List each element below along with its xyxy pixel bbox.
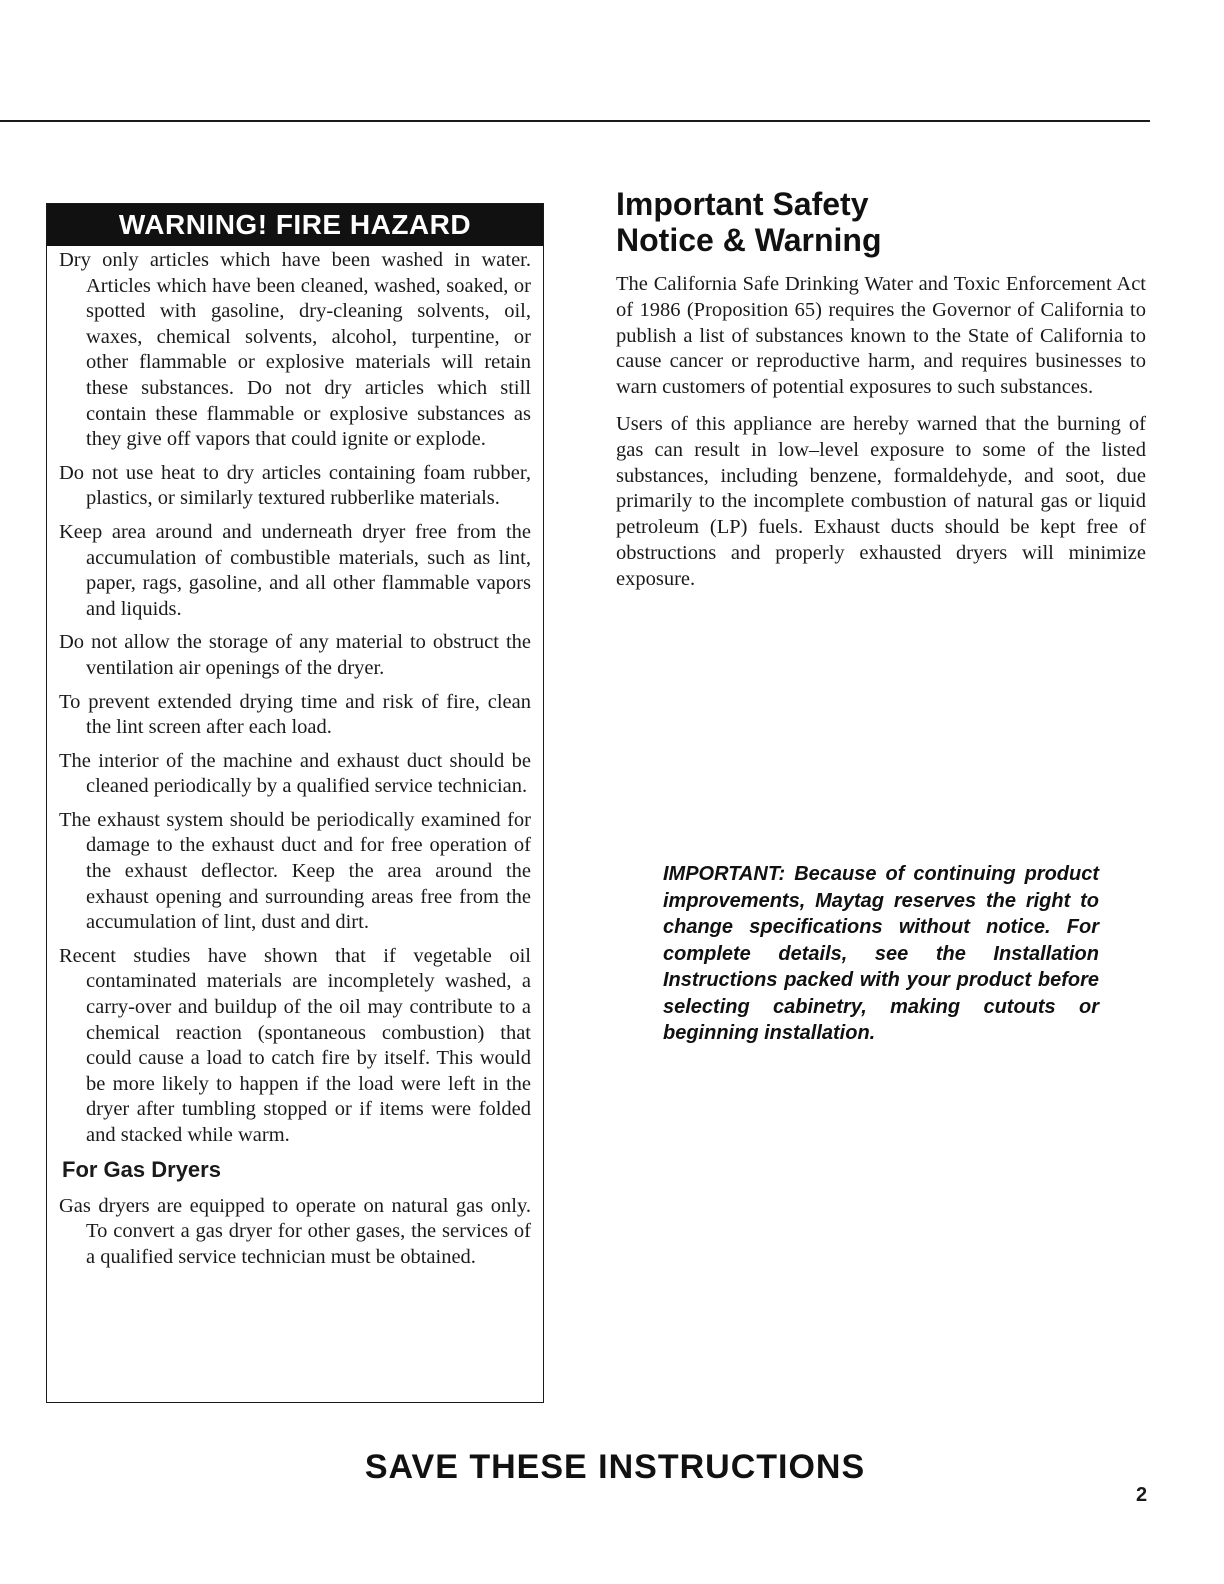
warning-paragraph: Recent studies have shown that if vegetable oil contaminated materials are incompletely washed, a carry-over and buildup of the oil may contribute to a chemical reaction (spontaneous combustion) that could cause a load to catch fire by itself. This would be more likely to happen if the load were left in the dryer after tumbling stopped or if items were folded and stacked while warm.: [59, 944, 531, 1146]
safety-title-line-2: Notice & Warning: [616, 222, 882, 258]
gas-dryers-heading: For Gas Dryers: [62, 1156, 221, 1182]
warning-paragraph: Do not allow the storage of any material to obstruct the ventilation air openings of the dryer.: [59, 631, 531, 679]
warning-title: WARNING! FIRE HAZARD: [47, 204, 543, 246]
warning-paragraph: Do not use heat to dry articles containing foam rubber, plastics, or similarly textured rubberlike materials.: [59, 461, 531, 510]
important-text: Because of continuing product improvements, Maytag reserves the right to change specifications without notice. For complete details, see the Installation Instructions packed with your product before selecting cabinetry, making cutouts or beginning installation.: [663, 863, 1099, 1044]
warning-paragraph: Keep area around and underneath dryer free from the accumulation of combustible materials, such as lint, paper, rags, gasoline, and all other flammable vapors and liquids.: [59, 520, 531, 620]
page-number: 2: [1136, 1484, 1148, 1506]
warning-paragraph: The interior of the machine and exhaust duct should be cleaned periodically by a qualified service technician.: [59, 749, 531, 798]
safety-paragraph: The California Safe Drinking Water and Toxic Enforcement Act of 1986 (Proposition 65) requires the Governor of California to publish a list of substances known to the State of California to cause cancer or reproductive harm, and requires businesses to warn customers of potential exposures to such substances.: [616, 273, 1146, 399]
save-instructions-banner: SAVE THESE INSTRUCTIONS: [364, 1448, 866, 1486]
safety-title-line-1: Important Safety: [616, 186, 869, 222]
warning-list: [47, 246, 543, 1270]
safety-paragraph: Users of this appliance are hereby warned that the burning of gas can result in low–level exposure to some of the listed substances, including benzene, formaldehyde, and soot, due primarily to the incomplete combustion of natural gas or liquid petroleum (LP) fuels. Exhaust ducts should be kept free of obstructions and properly exhausted dryers will minimize exposure.: [616, 412, 1146, 590]
warning-paragraph: Dry only articles which have been washed in water. Articles which have been cleaned, washed, soaked, or spotted with gasoline, dry-cleaning solvents, oil, waxes, chemical solvents, alcohol, turpentine, or other flammable or explosive materials will retain these substances. Do not dry articles which still contain these flammable or explosive substances as they give off vapors that could ignite or explode.: [59, 249, 531, 451]
warning-paragraph: The exhaust system should be periodically examined for damage to the exhaust duct and for free operation of the exhaust deflector. Keep the area around the exhaust opening and surrounding areas free from the accumulation of lint, dust and dirt.: [59, 808, 531, 934]
important-note: [663, 861, 1099, 1047]
fire-hazard-warning-box: [46, 203, 544, 1403]
gas-dryers-paragraph: Gas dryers are equipped to operate on natural gas only. To convert a gas dryer for other gases, the services of a qualified service technician must be obtained.: [59, 1194, 531, 1268]
top-rule: [0, 120, 1150, 122]
warning-paragraph: To prevent extended drying time and risk of fire, clean the lint screen after each load.: [59, 690, 531, 739]
important-label: IMPORTANT:: [663, 863, 786, 885]
safety-notice-section: [616, 186, 1146, 604]
safety-notice-title: [616, 186, 1146, 258]
